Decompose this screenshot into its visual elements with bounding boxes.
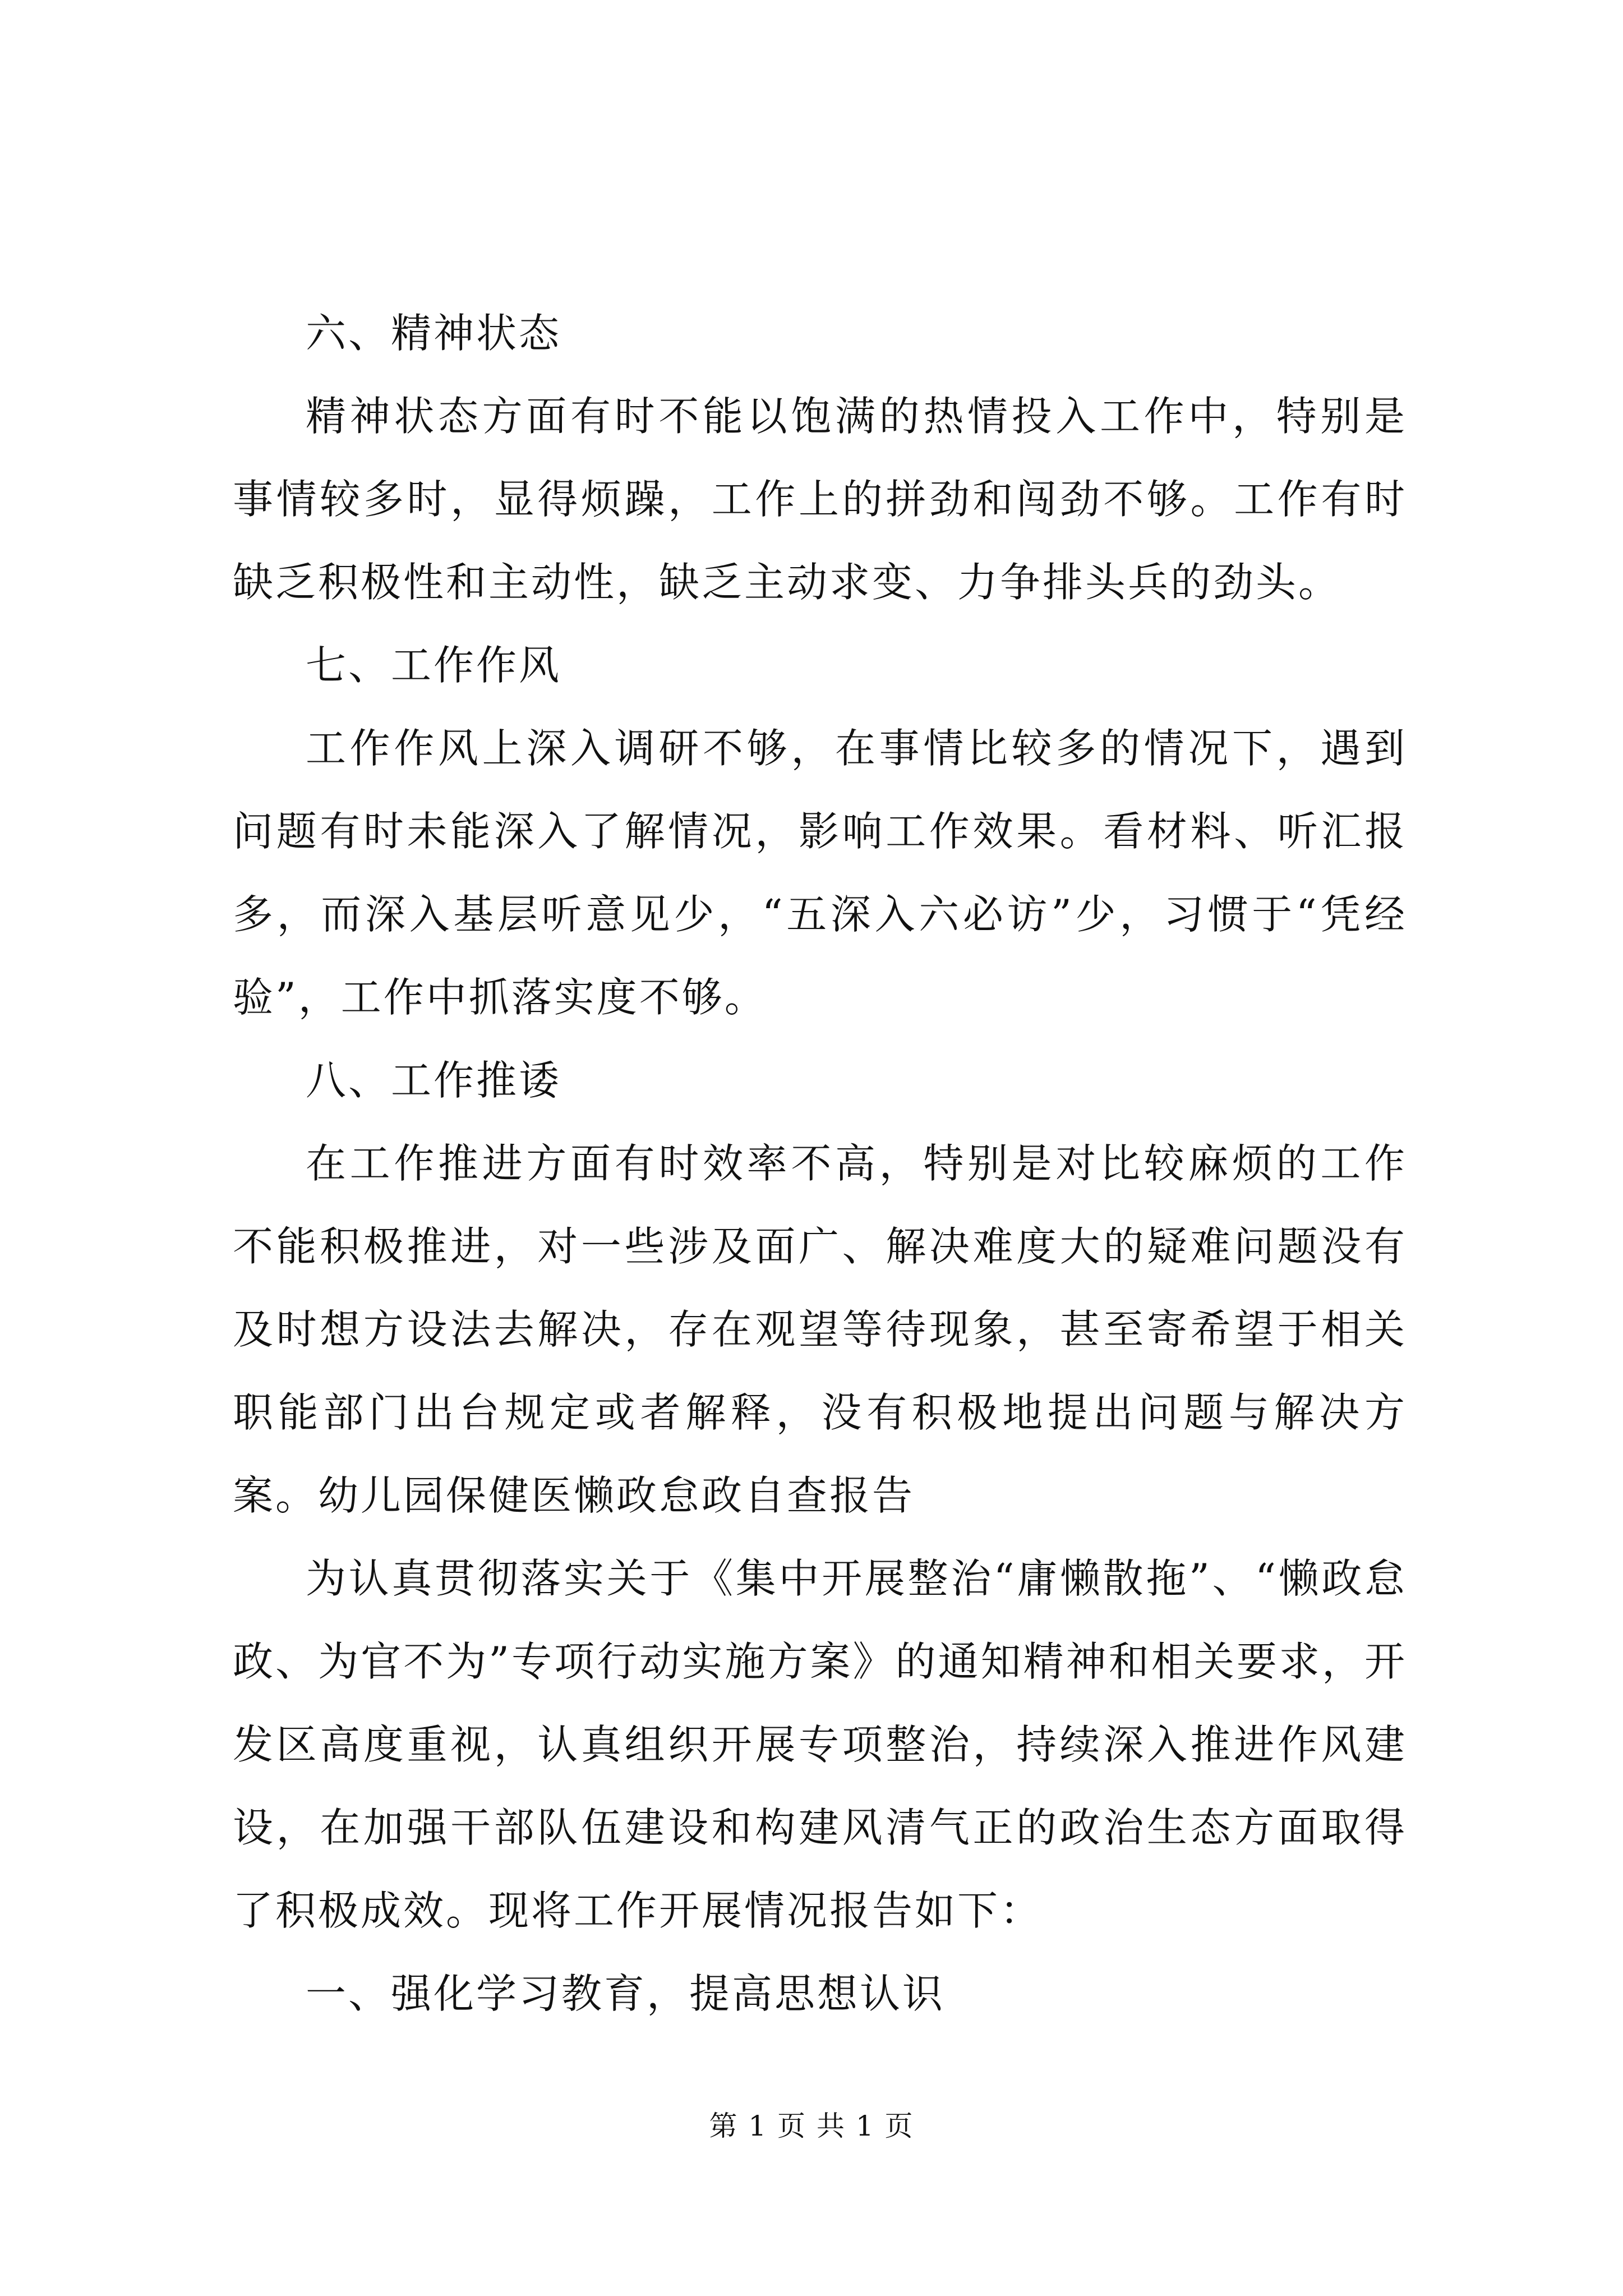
- section-heading-study: 一、强化学习教育，提高思想认识: [306, 1970, 946, 2017]
- document-body: [233, 292, 1407, 2035]
- paragraph-spirit: 精神状态方面有时不能以饱满的热情投入工作中，特别是事情较多时，显得烦躁，工作上的拼劲和闯劲不够。工作有时缺乏积极性和主动性，缺乏主动求变、力争排头兵的劲头。: [233, 393, 1407, 606]
- paragraph-report-intro: 为认真贯彻落实关于《集中开展整治“庸懒散拖”、“懒政怠政、为官不为”专项行动实施方案》的通知精神和相关要求，开发区高度重视，认真组织开展专项整治，持续深入推进作风建设，在加强干部队伍建设和构建风清气正的政治生态方面取得了积极成效。现将工作开展情况报告如下：: [233, 1555, 1407, 1934]
- section-heading-shirking: 八、工作推诿: [306, 1057, 562, 1104]
- paragraph-shirking: 在工作推进方面有时效率不高，特别是对比较麻烦的工作不能积极推进，对一些涉及面广、解决难度大的疑难问题没有及时想方设法去解决，存在观望等待现象，甚至寄希望于相关职能部门出台规定或者解释，没有积极地提出问题与解决方案。幼儿园保健医懒政怠政自查报告: [233, 1140, 1407, 1519]
- paragraph-work-style: 工作作风上深入调研不够，在事情比较多的情况下，遇到问题有时未能深入了解情况，影响工作效果。看材料、听汇报多，而深入基层听意见少，“五深入六必访”少，习惯于“凭经验”，工作中抓落实度不够。: [233, 725, 1407, 1021]
- section-heading-spirit: 六、精神状态: [306, 310, 562, 357]
- section-heading-work-style: 七、工作作风: [306, 642, 562, 689]
- page-footer: 第 1 页 共 1 页: [709, 2110, 914, 2142]
